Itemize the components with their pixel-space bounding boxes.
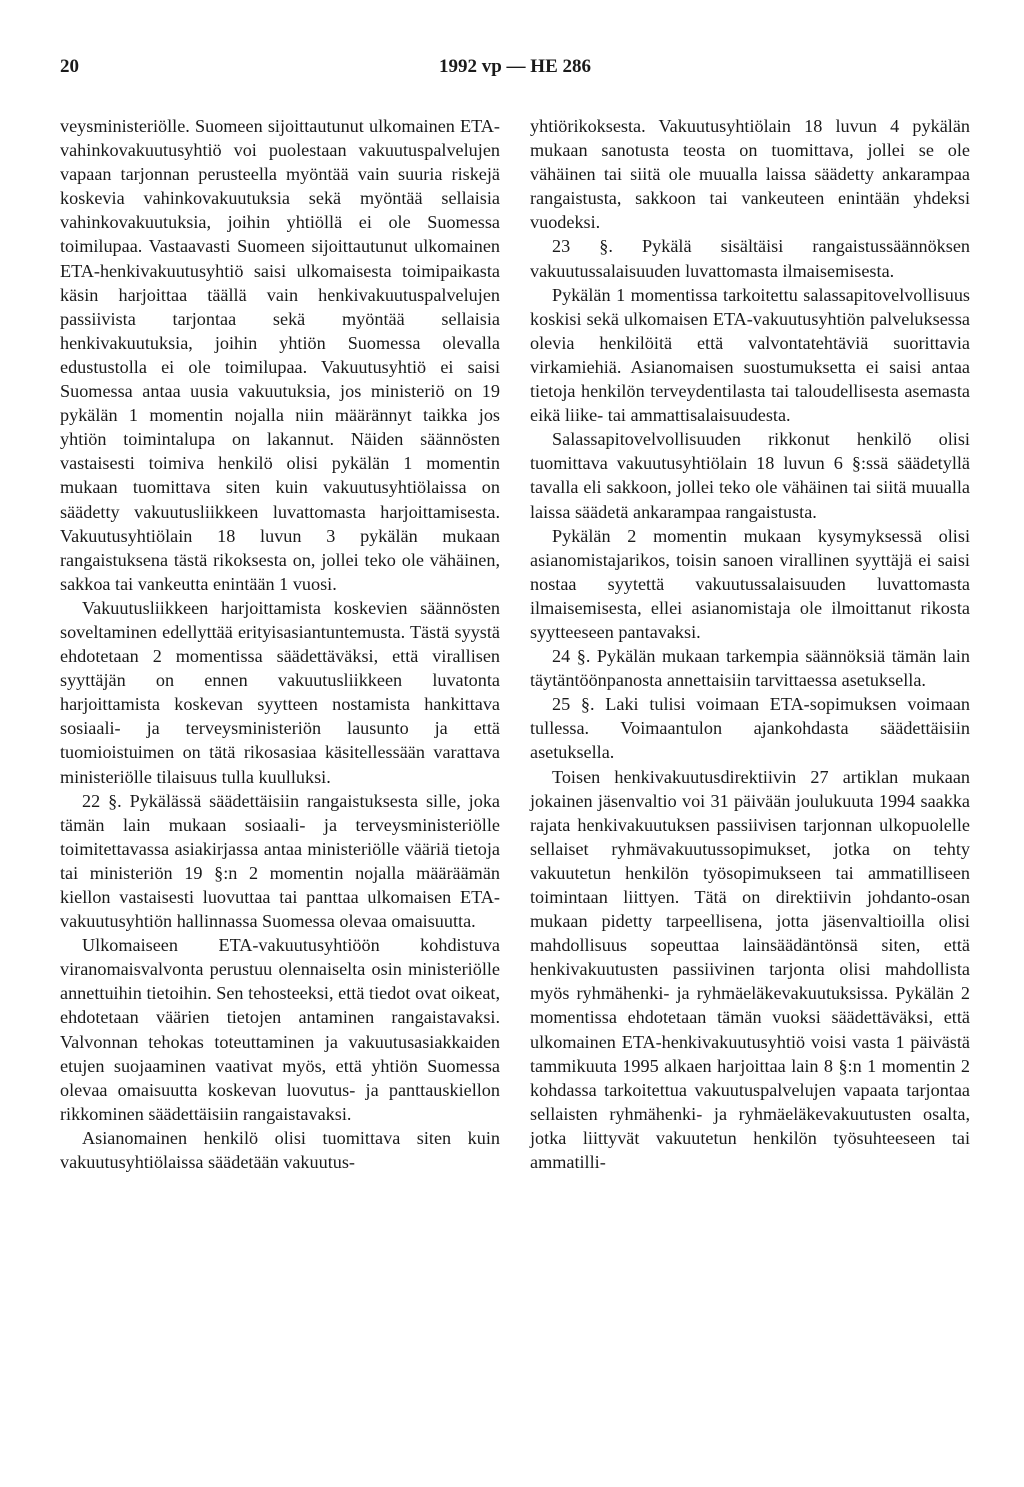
page-number: 20 — [60, 56, 79, 77]
left-column — [60, 114, 500, 1174]
paragraph: veysministeriölle. Suomeen sijoittautunut ulkomainen ETA-vahinkovakuutusyhtiö voi puolestaan vakuutuspalvelujen vapaan tarjonnan perusteella myöntää vain suuria riskejä koskevia vahinkovakuutuksia sekä myöntää sellaisia vahinkovakuutuksia, joihin yhtiöllä ei ole Suomessa toimilupaa. Vastaavasti Suomeen sijoittautunut ulkomainen ETA-henkivakuutusyhtiö saisi ulkomaisesta toimipaikasta käsin harjoittaa täällä vain henkivakuutuspalvelujen passiivista tarjontaa sekä myöntää sellaisia henkivakuutuksia, joihin yhtiön Suomessa olevalla edustustolla ei ole toimilupaa. Vakuutusyhtiö ei saisi Suomessa antaa uusia vakuutuksia, jos ministeriö on 19 pykälän 1 momentin nojalla niin määrännyt taikka jos yhtiön toimintalupa on lakannut. Näiden säännösten vastaisesti toimiva henkilö olisi pykälän 1 momentin mukaan tuomittava siten kuin vakuutusyhtiölaissa on säädetty vakuutusliikkeen luvattomasta harjoittamisesta. Vakuutusyhtiölain 18 luvun 3 pykälän mukaan rangaistuksena tästä rikoksesta on, jollei teko ole vähäinen, sakkoa tai vankeutta enintään 1 vuosi. — [60, 116, 500, 594]
right-column — [530, 114, 970, 1174]
paragraph: 22 §. Pykälässä säädettäisiin rangaistuksesta sille, joka tämän lain mukaan sosiaali- ja terveysministeriölle toimitettavassa asiakirjassa antaa ministeriölle vääriä tietoja tai ministeriön 19 §:n 2 momentin nojalla määräämän kiellon vastaisesti luovuttaa tai panttaa ulkomaisen ETA-vakuutusyhtiön hallinnassa Suomessa olevaa omaisuutta. — [60, 790, 500, 932]
paragraph: 24 §. Pykälän mukaan tarkempia säännöksiä tämän lain täytäntöönpanosta annettaisiin tarvittaessa asetuksella. — [530, 646, 970, 691]
paragraph: 23 §. Pykälä sisältäisi rangaistussäännöksen vakuutussalaisuuden luvattomasta ilmaisemisesta. — [530, 236, 970, 281]
paragraph: Salassapitovelvollisuuden rikkonut henkilö olisi tuomittava vakuutusyhtiölain 18 luvun 6 §:ssä säädetyllä tavalla eli sakkoon, jollei teko ole vähäinen tai siitä muualla laissa säädetä ankarampaa rangaistusta. — [530, 429, 970, 522]
running-title: 1992 vp — HE 286 — [438, 56, 592, 77]
page-header — [60, 56, 970, 84]
paragraph: yhtiörikoksesta. Vakuutusyhtiölain 18 luvun 4 pykälän mukaan sanotusta teosta on tuomittava, jollei se ole vähäinen tai siitä ole muualla laissa säädetty ankarampaa rangaistusta, sakkoon tai vankeuteen enintään yhdeksi vuodeksi. — [530, 116, 970, 233]
paragraph: Pykälän 2 momentin mukaan kysymyksessä olisi asianomistajarikos, toisin sanoen virallinen syyttäjä ei saisi nostaa syytettä vakuutussalaisuuden luvattomasta ilmaisemisesta, ellei asianomistaja ole ilmoittanut rikosta syytteeseen pantavaksi. — [530, 525, 970, 642]
paragraph: Toisen henkivakuutusdirektiivin 27 artiklan mukaan jokainen jäsenvaltio voi 31 päivään joulukuuta 1994 saakka rajata henkivakuutuksen passiivisen tarjonnan ulkopuolelle sellaiset ryhmävakuutussopimukset, jotka on tehty vakuutetun henkilön työsopimukseen tai ammatilliseen toimintaan liittyen. Tätä on direktiivin johdanto-osan mukaan pidetty tarpeellisena, jotta jäsenvaltioilla olisi mahdollisuus sopeuttaa lainsäädäntönsä siten, että henkivakuutusten passiivinen tarjonta olisi mahdollista myös ryhmähenki- ja ryhmäeläkevakuutuksissa. Pykälän 2 momentissa ehdotetaan tämän vuoksi säädettäväksi, että ulkomainen ETA-henkivakuutusyhtiö voisi vasta 1 päivästä tammikuuta 1995 alkaen harjoittaa lain 8 §:n 1 momentin 2 kohdassa tarkoitettua vakuutuspalvelujen vapaata tarjontaa sellaisten ryhmähenki- ja ryhmäeläkevakuutusten osalta, jotka liittyvät vakuutetun henkilön työsuhteeseen tai ammatilli- — [530, 766, 970, 1173]
paragraph: Pykälän 1 momentissa tarkoitettu salassapitovelvollisuus koskisi sekä ulkomaisen ETA-vakuutusyhtiön palveluksessa olevia henkilöitä että valvontatehtäviä suorittavia virkamiehiä. Asianomaisen suostumuksetta ei saisi antaa tietoja henkilön terveydentilasta tai taloudellisesta asemasta eikä liike- tai ammattisalaisuudesta. — [530, 284, 970, 426]
paragraph: 25 §. Laki tulisi voimaan ETA-sopimuksen voimaan tullessa. Voimaantulon ajankohdasta säädettäisiin asetuksella. — [530, 694, 970, 763]
paragraph: Ulkomaiseen ETA-vakuutusyhtiöön kohdistuva viranomaisvalvonta perustuu olennaiselta osin ministeriölle annettuihin tietoihin. Sen tehosteeksi, että tiedot ovat oikeat, ehdotetaan väärien tietojen antaminen rangaistavaksi. Valvonnan tehokas toteuttaminen ja vakuutusasiakkaiden etujen suojaaminen vaativat myös, että yhtiön Suomessa olevaa omaisuutta koskevan luovutus- ja panttauskiellon rikkominen säädettäisiin rangaistavaksi. — [60, 935, 500, 1124]
paragraph: Asianomainen henkilö olisi tuomittava siten kuin vakuutusyhtiölaissa säädetään vakuutus- — [60, 1127, 500, 1173]
paragraph: Vakuutusliikkeen harjoittamista koskevien säännösten soveltaminen edellyttää erityisasiantuntemusta. Tästä syystä ehdotetaan 2 momentissa säädettäväksi, että virallisen syyttäjän on ennen vakuutusliikkeen luvatonta harjoittamista koskevan syytteen nostamista hankittava sosiaali- ja terveysministeriön lausunto ja että tuomioistuimen on tätä rikosasiaa käsitellessään varattava ministeriölle tilaisuus tulla kuulluksi. — [60, 597, 500, 787]
